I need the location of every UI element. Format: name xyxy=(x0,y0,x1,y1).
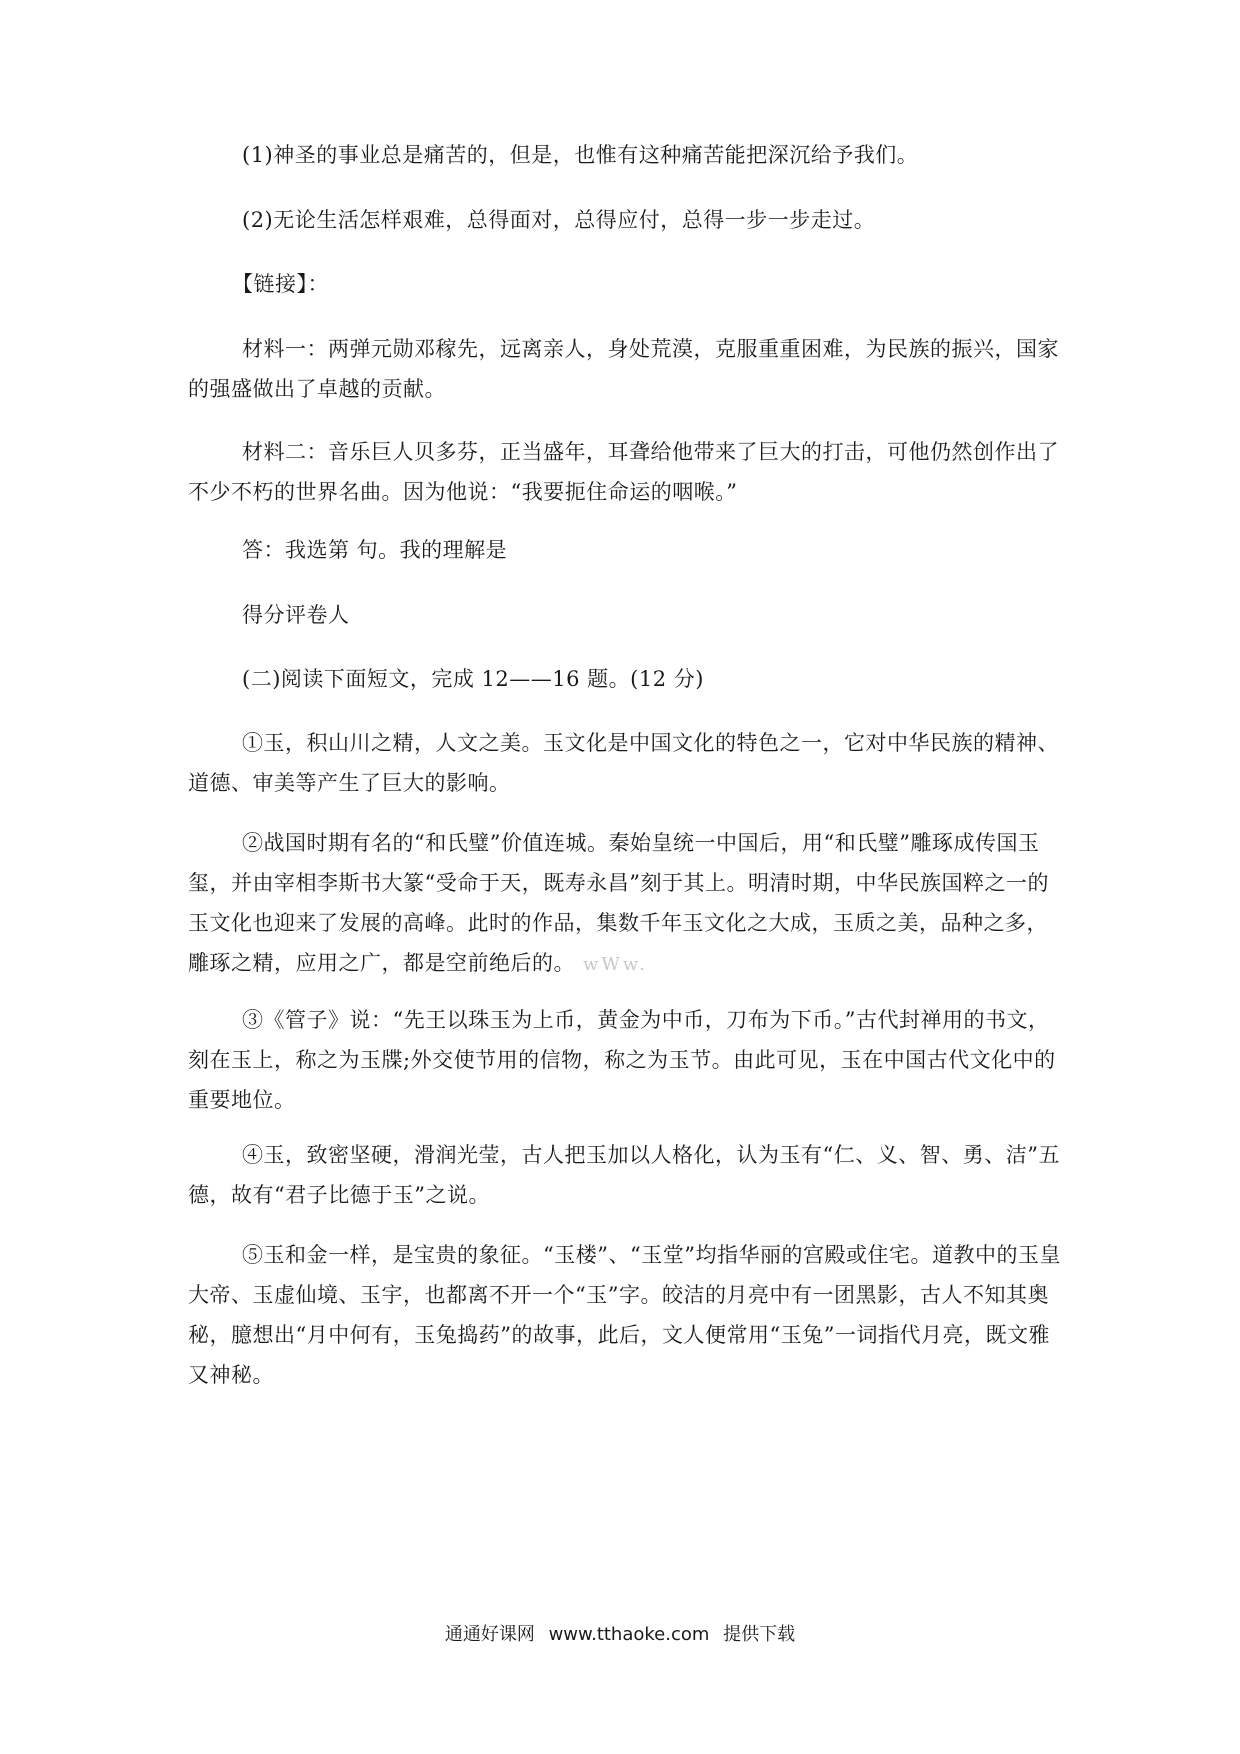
score-reviewer-label: 得分评卷人 xyxy=(242,603,350,627)
page-footer xyxy=(0,1620,1240,1646)
sentence-1: (1)神圣的事业总是痛苦的，但是，也惟有这种痛苦能把深沉给予我们。 xyxy=(242,143,919,167)
passage-paragraph-1: ①玉，积山川之精，人文之美。玉文化是中国文化的特色之一，它对中华民族的精神、道德、审美等产生了巨大的影响。 xyxy=(188,731,1059,795)
footer-url: www.tthaoke.com xyxy=(548,1624,710,1645)
link-heading: 【链接】： xyxy=(232,272,329,296)
watermark-text: wWw. xyxy=(583,954,648,975)
passage-paragraph-5: ⑤玉和金一样，是宝贵的象征。“玉楼”、“玉堂”均指华丽的宫殿或住宅。道教中的玉皇大帝、玉虚仙境、玉宇，也都离不开一个“玉”字。皎洁的月亮中有一团黑影，古人不知其奥秘，臆想出“月中何有，玉兔捣药”的故事，此后，文人便常用“玉兔”一词指代月亮，既文雅又神秘。 xyxy=(188,1243,1061,1387)
footer-suffix: 提供下载 xyxy=(723,1624,796,1645)
material-two: 材料二：音乐巨人贝多芬，正当盛年，耳聋给他带来了巨大的打击，可他仍然创作出了不少不朽的世界名曲。因为他说：“我要扼住命运的咽喉。” xyxy=(188,440,1059,504)
material-one: 材料一：两弹元勋邓稼先，远离亲人，身处荒漠，克服重重困难，为民族的振兴，国家的强盛做出了卓越的贡献。 xyxy=(188,337,1059,401)
section-two-heading: (二)阅读下面短文，完成 12——16 题。(12 分) xyxy=(242,667,704,691)
sentence-2: (2)无论生活怎样艰难，总得面对，总得应付，总得一步一步走过。 xyxy=(242,208,876,232)
answer-line: 答：我选第 句。我的理解是 xyxy=(242,538,508,562)
passage-paragraph-4: ④玉，致密坚硬，滑润光莹，古人把玉加以人格化，认为玉有“仁、义、智、勇、洁”五德，故有“君子比德于玉”之说。 xyxy=(188,1143,1060,1207)
passage-paragraph-2: ②战国时期有名的“和氏璧”价值连城。秦始皇统一中国后，用“和氏璧”雕琢成传国玉玺，并由宰相李斯书大篆“受命于天，既寿永昌”刻于其上。明清时期，中华民族国粹之一的玉文化也迎来了发展的高峰。此时的作品，集数千年玉文化之大成，玉质之美，品种之多，雕琢之精，应用之广，都是空前绝后的。 wWw. xyxy=(188,831,1049,975)
passage-paragraph-3: ③《管子》说：“先王以珠玉为上币，黄金为中币，刀布为下币。”古代封禅用的书文，刻在玉上，称之为玉牒;外交使节用的信物，称之为玉节。由此可见，玉在中国古代文化中的重要地位。 xyxy=(188,1008,1056,1112)
footer-site-name: 通通好课网 xyxy=(444,1624,535,1645)
